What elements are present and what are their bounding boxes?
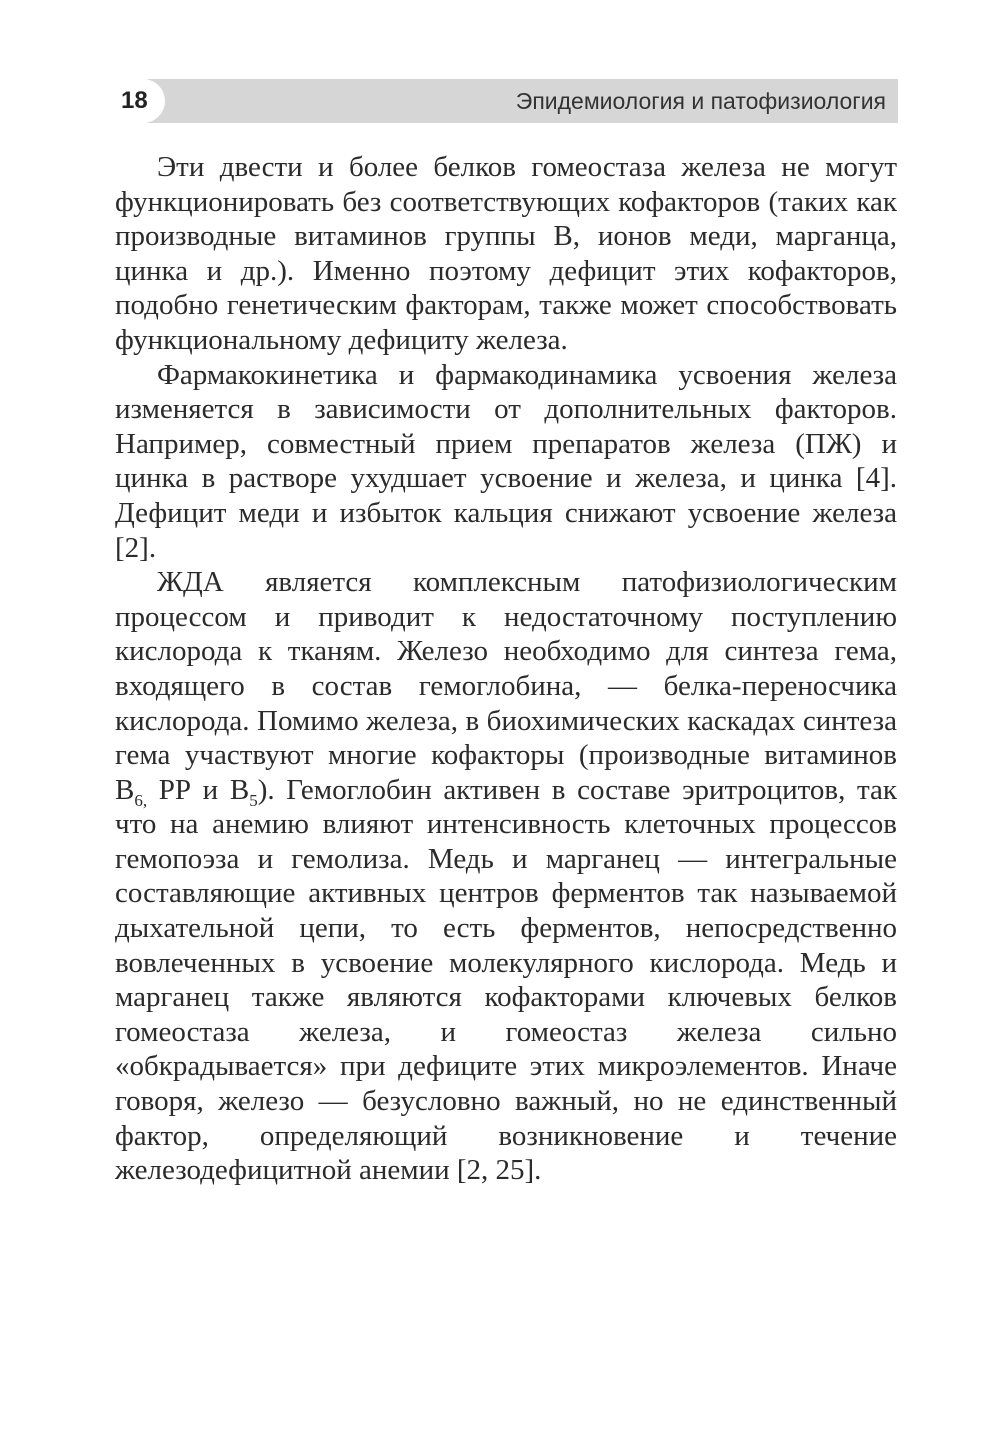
- paragraph-3-text-part-2: РР и В: [147, 773, 250, 806]
- paragraph-2: Фармакокинетика и фармакодинамика усвоения железа изменяется в зависимости от дополнительных факторов. Например, совместный прием препаратов железа (ПЖ) и цинка в растворе ухудшает усвоение и железа, и цинка [4]. Дефицит меди и избыток кальция снижают усвоение железа [2].: [115, 358, 897, 564]
- paragraph-3-text-part-3: ). Гемоглобин активен в составе эритроцитов, так что на анемию влияют интенсивность клеточных процессов гемопоэза и гемолиза. Медь и марганец — интегральные составляющие активных центров ферментов так называемой дыхательной цепи, то есть ферментов, непосредственно вовлеченных в усвоение молекулярного кислорода. Медь и марганец также являются кофакторами ключевых белков гомеостаза железа, и гомеостаз железа сильно «обкрадывается» при дефиците этих микроэлементов. Иначе говоря, железо — безусловно важный, но не единственный фактор, определяющий возникновение и течение железодефицитной анемии [2, 25].: [115, 773, 897, 1187]
- running-title: Эпидемиология и патофизиология: [515, 88, 886, 114]
- subscript-b5: 5: [249, 790, 258, 810]
- page-header: [103, 79, 898, 123]
- paragraph-3: [115, 565, 897, 1188]
- paragraph-3-text-part-1: ЖДА является комплексным патофизиологическим процессом и приводит к недостаточному поступлению кислорода к тканям. Железо необходимо для синтеза гема, входящего в состав гемоглобина, — белка-переносчика кислорода. Помимо железа, в биохимических каскадах синтеза гема участвуют многие кофакторы (производные витаминов В: [115, 566, 897, 806]
- paragraph-1: Эти двести и более белков гомеостаза железа не могут функционировать без соответствующих кофакторов (таких как производные витаминов группы В, ионов меди, марганца, цинка и др.). Именно поэтому дефицит этих кофакторов, подобно генетическим факторам, также может способствовать функциональному дефициту железа.: [115, 151, 897, 356]
- body-text: [115, 150, 897, 1188]
- subscript-b6: 6,: [134, 790, 148, 810]
- page-number: 18: [121, 87, 148, 114]
